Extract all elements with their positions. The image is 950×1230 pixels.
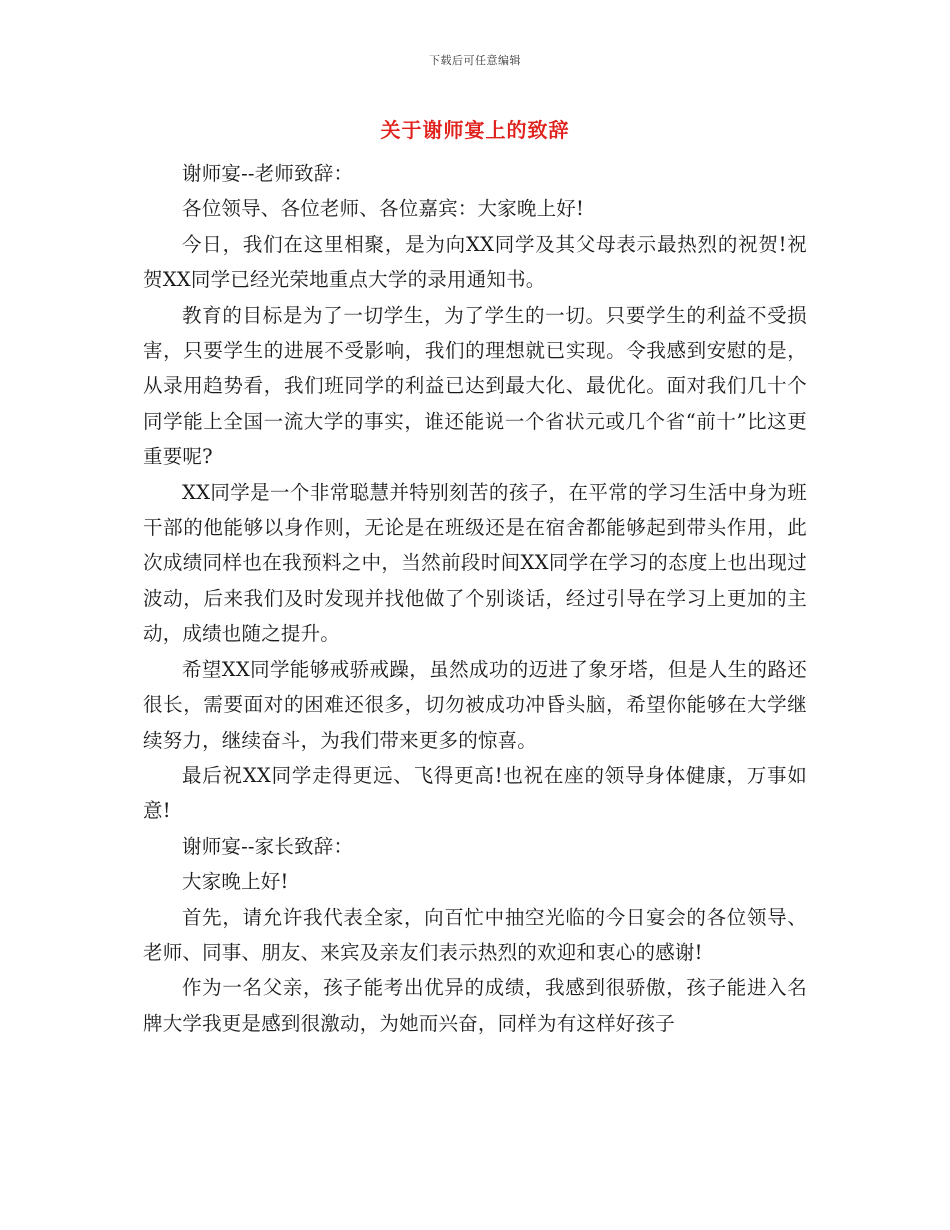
paragraph: 作为一名父亲，孩子能考出优异的成绩，我感到很骄傲，孩子能进入名牌大学我更是感到很激动，为她而兴奋，同样为有这样好孩子 [143, 976, 807, 1035]
paragraph: 各位领导、各位老师、各位嘉宾：大家晚上好! [182, 197, 585, 221]
paragraph: 希望XX同学能够戒骄戒躁，虽然成功的迈进了象牙塔，但是人生的路还很长，需要面对的困难还很多，切勿被成功冲昏头脑，希望你能够在大学继续努力，继续奋斗，为我们带来更多的惊喜。 [143, 657, 807, 752]
paragraph: 谢师宴--老师致辞： [182, 162, 354, 185]
paragraph: 谢师宴--家长致辞： [182, 834, 354, 858]
paragraph: 教育的目标是为了一切学生，为了学生的一切。只要学生的利益不受损害，只要学生的进展不受影响，我们的理想就已实现。令我感到安慰的是，从录用趋势看，我们班同学的利益已达到最大化、最优化。面对我们几十个同学能上全国一流大学的事实，谁还能说一个省状元或几个省“前十”比这更重要呢? [143, 303, 807, 469]
paragraph: 大家晚上好! [182, 870, 289, 894]
document-title: 关于谢师宴上的致辞 [380, 118, 570, 142]
paragraph: 首先，请允许我代表全家，向百忙中抽空光临的今日宴会的各位领导、老师、同事、朋友、来宾及亲友们表示热烈的欢迎和衷心的感谢! [143, 905, 807, 964]
paragraph: XX同学是一个非常聪慧并特别刻苦的孩子，在平常的学习生活中身为班干部的他能够以身作则，无论是在班级还是在宿舍都能够起到带头作用，此次成绩同样也在我预料之中，当然前段时间XX同学在学习的态度上也出现过波动，后来我们及时发现并找他做了个别谈话，经过引导在学习上更加的主动，成绩也随之提升。 [143, 480, 807, 646]
paragraph: 最后祝XX同学走得更远、飞得更高!也祝在座的领导身体健康，万事如意! [143, 763, 807, 823]
header-note: 下载后可任意编辑 [429, 54, 521, 67]
paragraph: 今日，我们在这里相聚，是为向XX同学及其父母表示最热烈的祝贺!祝贺XX同学已经光荣地重点大学的录用通知书。 [143, 232, 807, 292]
document-body [143, 156, 807, 1041]
